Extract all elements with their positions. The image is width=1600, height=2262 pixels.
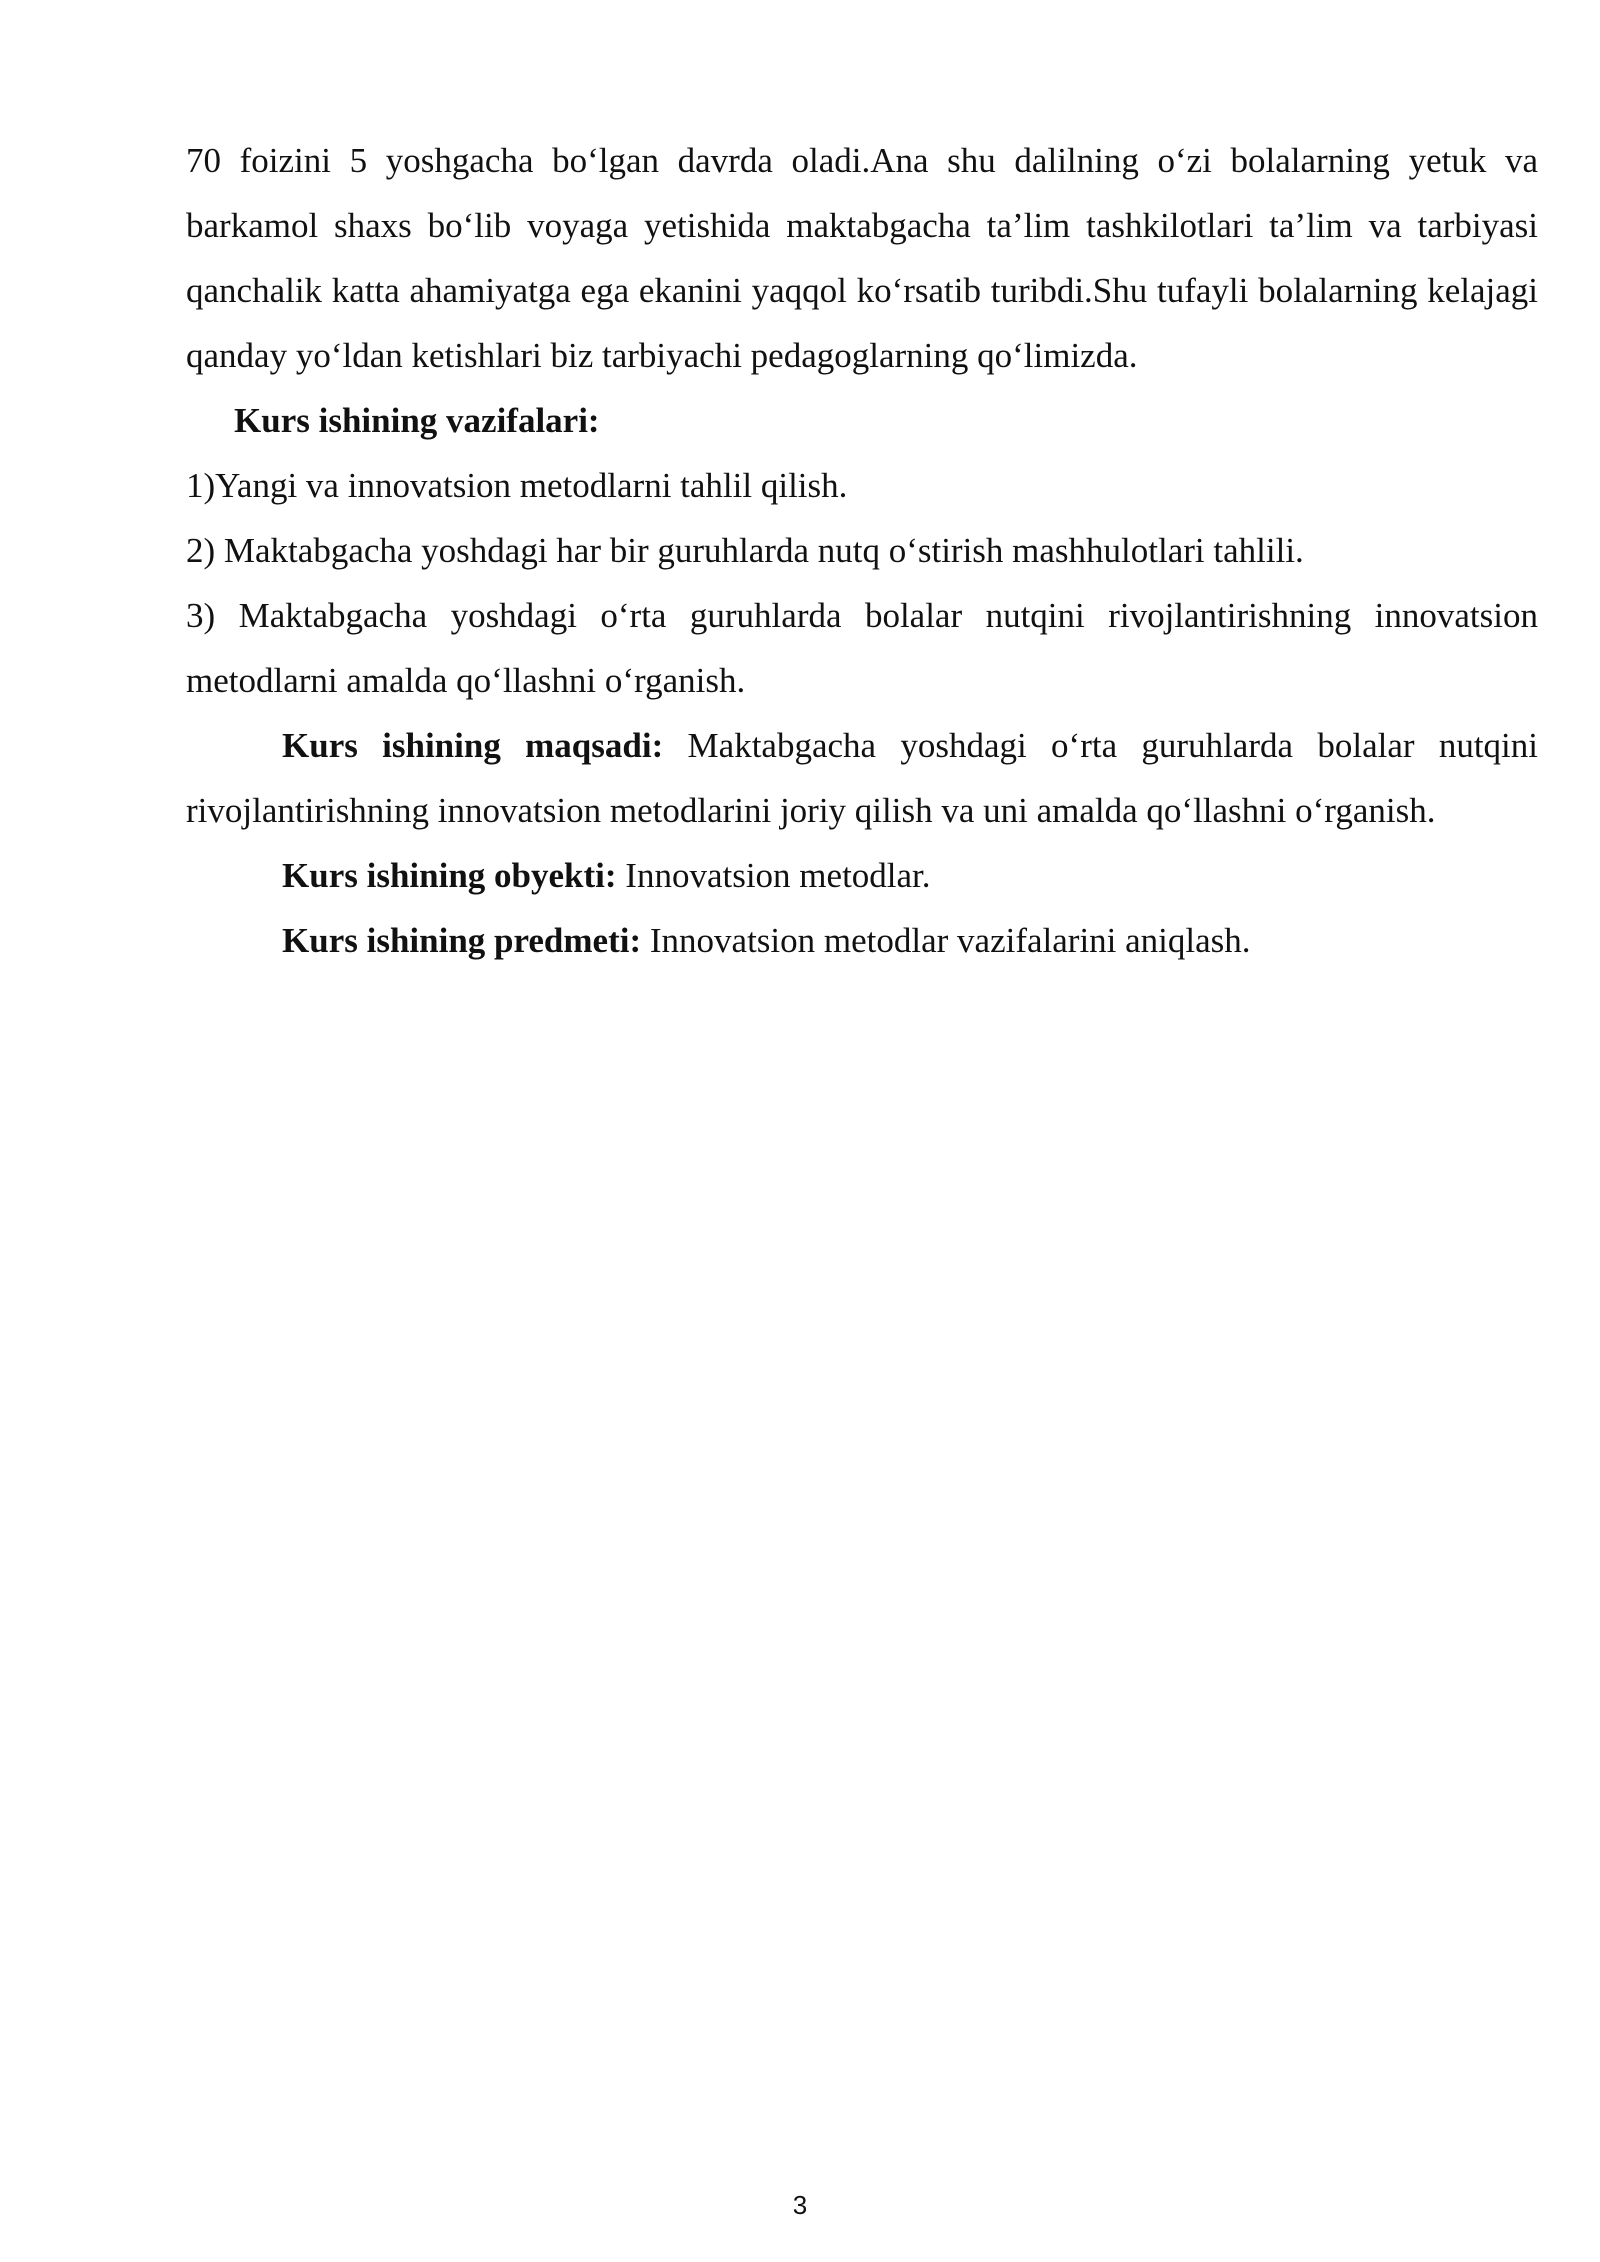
- task-item-2: 2) Maktabgacha yoshdagi har bir guruhlarda nutq o‘stirish mashhulotlari tahlili.: [186, 531, 1304, 570]
- object-text: Innovatsion metodlar.: [616, 856, 931, 895]
- subject-label: Kurs ishining predmeti:: [282, 921, 642, 960]
- goal-label: Kurs ishining maqsadi:: [282, 726, 664, 765]
- page-number: 3: [792, 2190, 808, 2220]
- tasks-heading: Kurs ishining vazifalari:: [234, 401, 600, 440]
- goal-paragraph: [186, 713, 1538, 843]
- subject-text: Innovatsion metodlar vazifalarini aniqlash.: [641, 921, 1251, 960]
- document-page: [186, 128, 1538, 973]
- task-item-1: 1)Yangi va innovatsion metodlarni tahlil qilish.: [186, 466, 848, 505]
- object-label: Kurs ishining obyekti:: [282, 856, 617, 895]
- goal-text: Maktabgacha yoshdagi o‘rta guruhlarda bolalar nutqini rivojlantirishning innovatsion metodlarini joriy qilish va uni amalda qo‘llashni o‘rganish.: [186, 726, 1538, 830]
- intro-paragraph: 70 foizini 5 yoshgacha bo‘lgan davrda oladi.Ana shu dalilning o‘zi bolalarning yetuk va barkamol shaxs bo‘lib voyaga yetishida maktabgacha ta’lim tashkilotlari ta’lim va tarbiyasi qanchalik katta ahamiyatga ega ekanini yaqqol ko‘rsatib turibdi.Shu tufayli bolalarning kelajagi qanday yo‘ldan ketishlari biz tarbiyachi pedagoglarning qo‘limizda.: [186, 141, 1538, 375]
- task-item-3: 3) Maktabgacha yoshdagi o‘rta guruhlarda bolalar nutqini rivojlantirishning innovatsion metodlarni amalda qo‘llashni o‘rganish.: [186, 596, 1538, 700]
- object-paragraph: [186, 843, 1538, 908]
- subject-paragraph: [186, 908, 1538, 973]
